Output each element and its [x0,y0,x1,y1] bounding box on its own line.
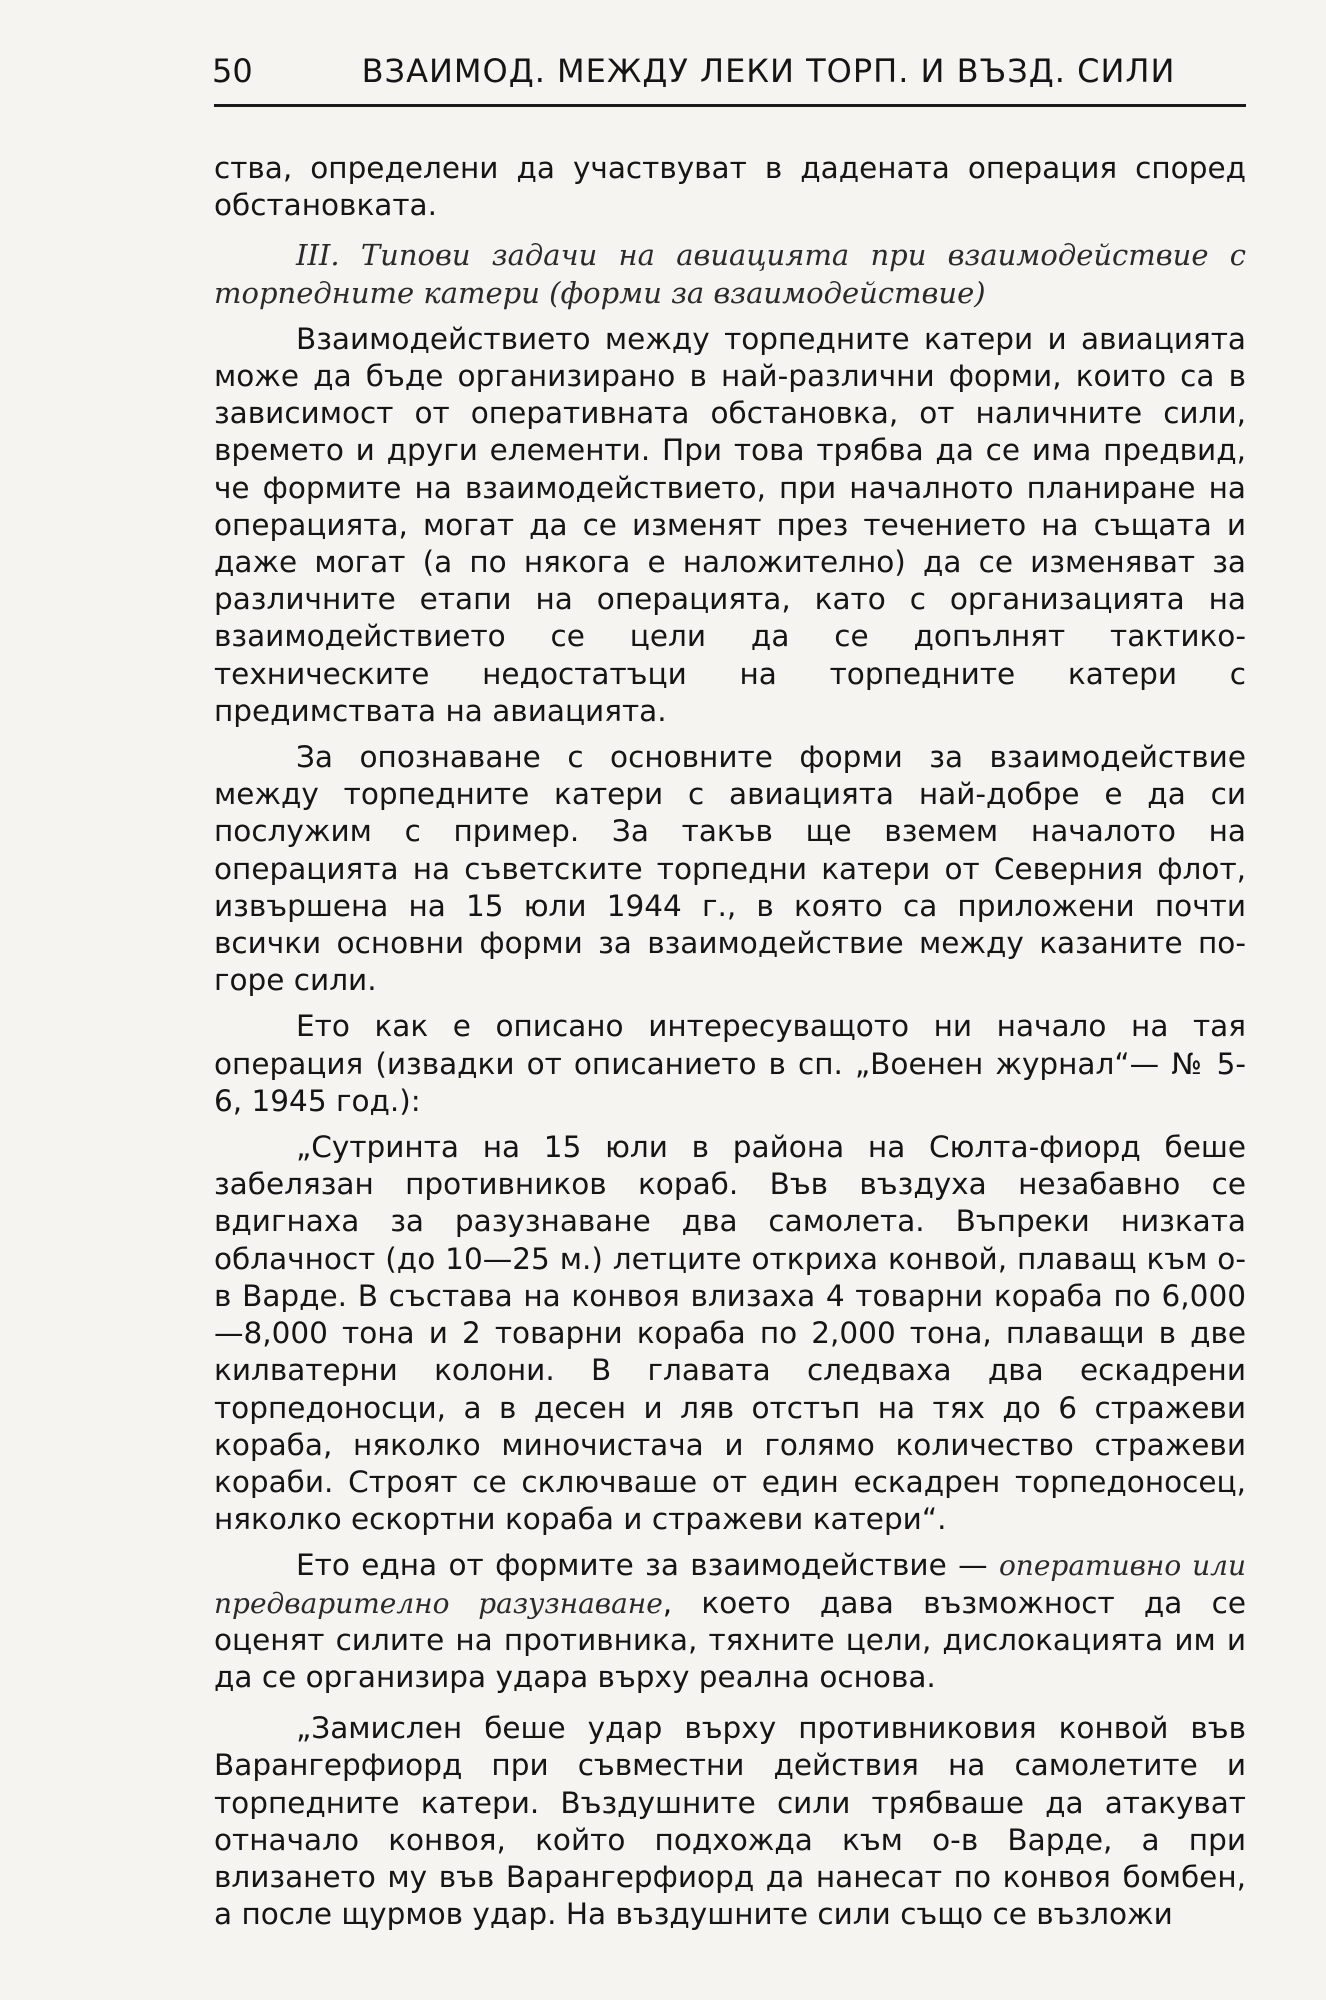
paragraph-text: , което дава възможност да се оценят силите на противника, тяхните цели, дислокацията им и да се организира удара върху реална основа. [214,1585,1246,1694]
paragraph: Ето как е описано интересуващото ни начало на тая операция (извадки от описанието в сп. „Военен журнал“— № 5-6, 1945 год.): [214,1009,1246,1118]
running-title: ВЗАИМОД. МЕЖДУ ЛЕКИ ТОРП. И ВЪЗД. СИЛИ [361,52,1176,90]
paragraph-text: Ето една от формите за взаимодействие — [296,1548,999,1583]
paragraph: За опознаване с основните форми за взаимодействие между торпедните катери с авиацията най-добре е да си послужим с пример. За такъв ще вземем началото на операцията на съветските торпедни катери от Северния флот, извършена на 15 юли 1944 г., в която са приложени почти всички основни форми за взаимодействие между казаните по-горе сили. [214,740,1246,998]
emphasized-term: оперативно или предварително разузнаване [214,1549,1246,1620]
page-header [212,52,1245,90]
page-number: 50 [212,52,253,90]
section-heading: III. Типови задачи на авиацията при взаимодействие с торпедните катери (форми за взаимодействие) [214,238,1246,310]
paragraph: Взаимодействието между торпедните катери и авиацията може да бъде организирано в най-различни форми, които са в зависимост от оперативната обстановка, от наличните сили, времето и други елементи. При това трябва да се има предвид, че формите на взаимодействието, при началното планиране на операцията, могат да се изменят през течението на същата и даже могат (а по някога е наложително) да се изменяват за различните етапи на операцията, като с организацията на взаимодействието се цели да се допълнят тактико-техническите недостатъци на торпедните катери с предимствата на авиацията. [214,321,1246,728]
header-rule [214,104,1246,107]
body-text [214,150,1246,1933]
quotation-paragraph: „Замислен беше удар върху противниковия конвой във Варангерфиорд при съвместни действия на самолетите и торпедните катери. Въздушните сили трябваше да атакуват отначало конвоя, който подхожда към о-в Варде, а при влизането му във Варангерфиорд да нанесат по конвоя бомбен, а после щурмов удар. На въздушните сили също се възложи [214,1711,1246,1932]
paragraph-continued: ства, определени да участвуват в дадената операция според обстановката. [214,151,1246,223]
paragraph [214,1547,1246,1696]
quotation-paragraph: „Сутринта на 15 юли в района на Сюлта-фиорд беше забелязан противников кораб. Във въздуха незабавно се вдигнаха за разузнаване два самолета. Въпреки низката облачност (до 10—25 м.) летците откриха конвой, плаващ към о-в Варде. В състава на конвоя влизаха 4 товарни кораба по 6,000—8,000 тона и 2 товарни кораба по 2,000 тона, плаващи в две килватерни колони. В главата следваха два ескадрени торпедоносци, а в десен и ляв отстъп на тях до 6 стражеви кораба, няколко миночистача и голямо количество стражеви кораби. Строят се сключваше от един ескадрен торпедоносец, няколко ескортни кораба и стражеви катери“. [214,1130,1246,1537]
